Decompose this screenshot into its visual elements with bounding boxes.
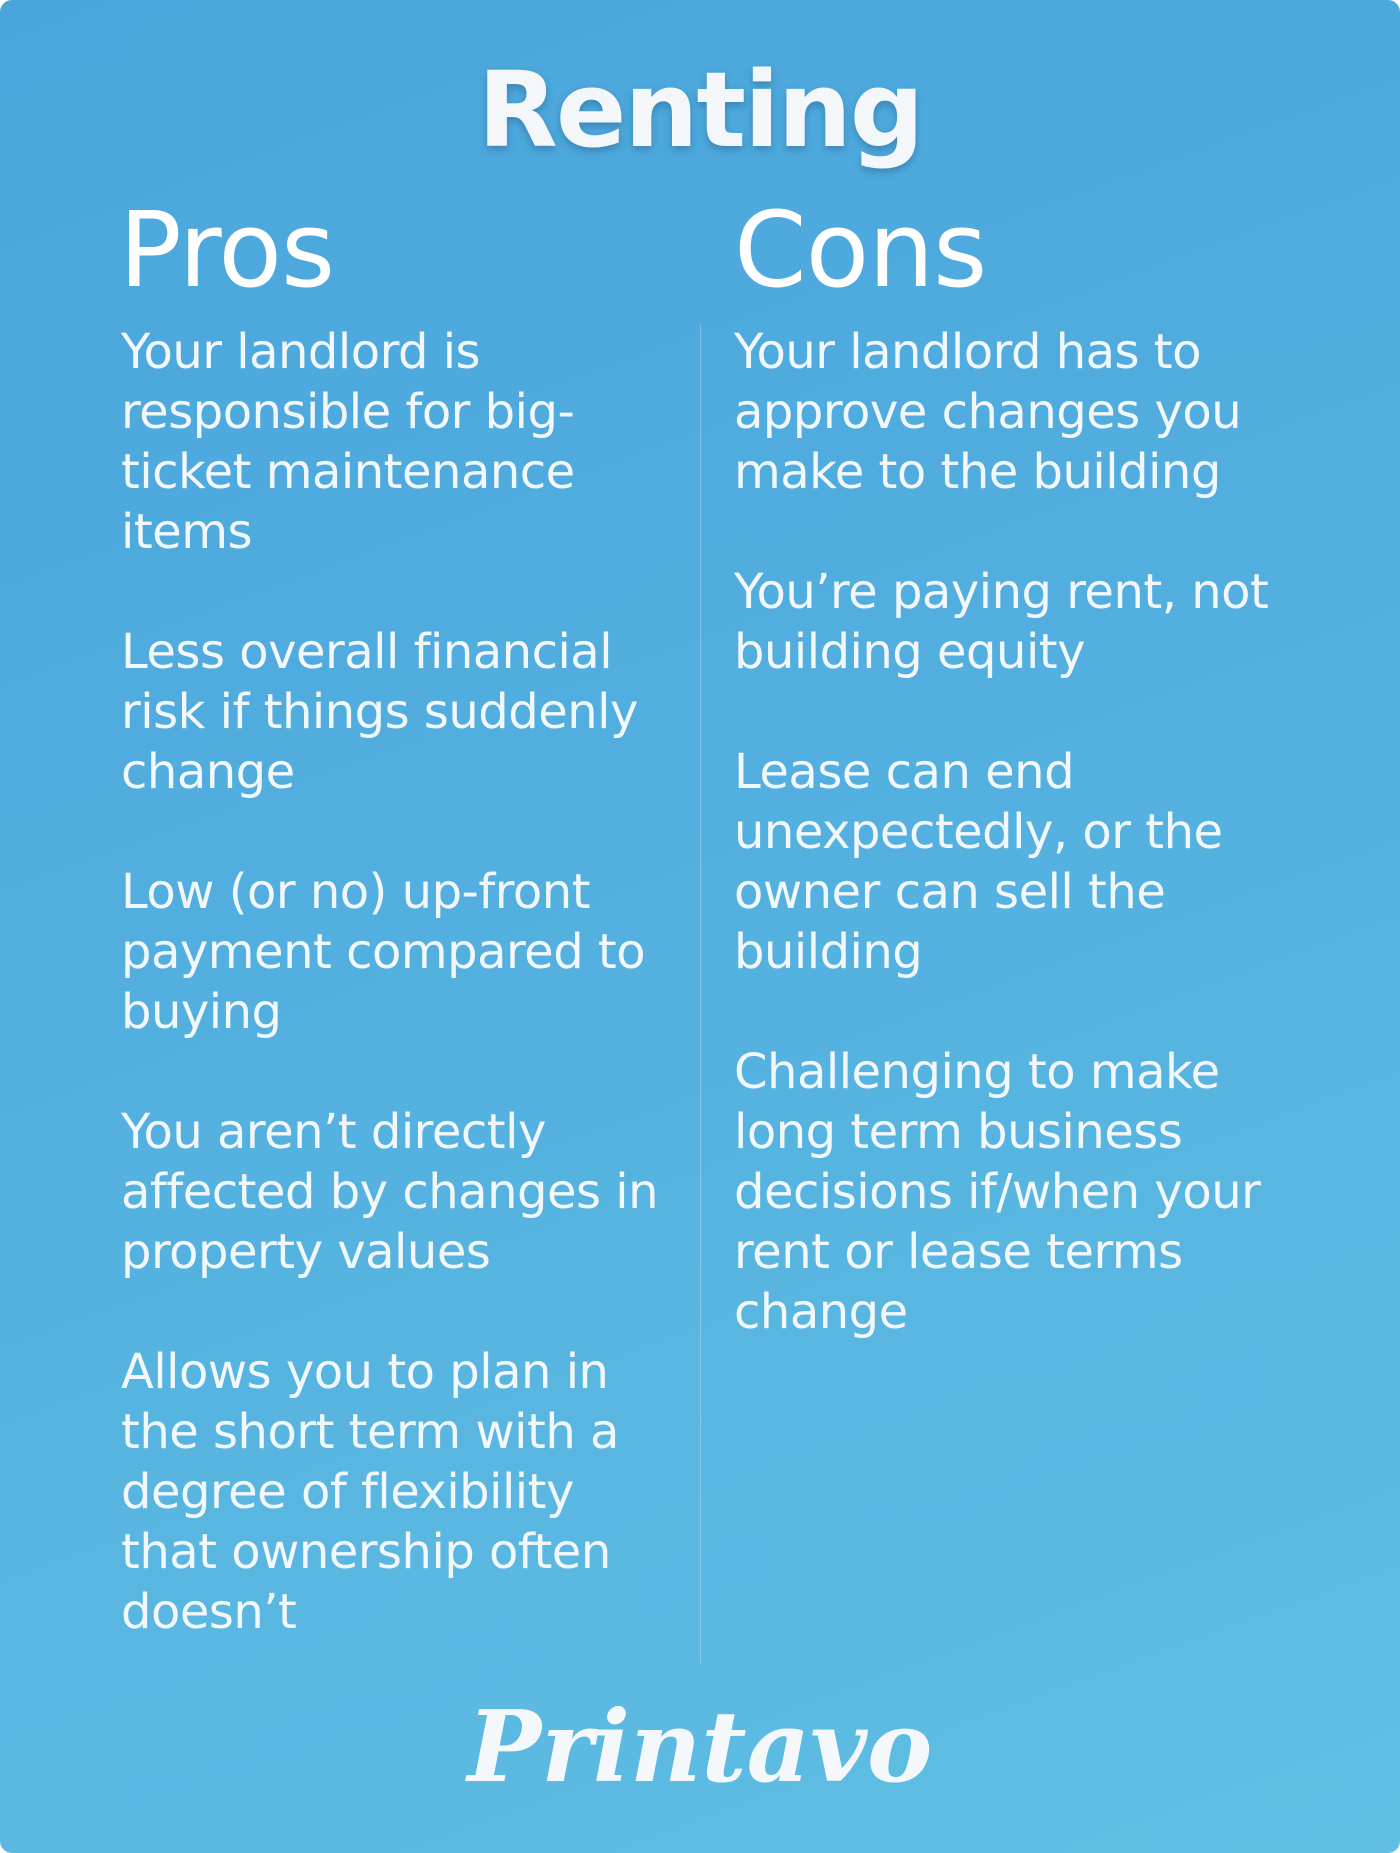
pros-item: Your landlord is responsible for big-ticket maintenance items: [121, 324, 575, 560]
column-divider: [700, 325, 701, 1663]
pros-list: [121, 322, 681, 1702]
cons-item: Lease can end unexpectedly, or the owner can sell the building: [734, 744, 1223, 980]
page-title: Renting: [477, 49, 923, 171]
cons-item: Challenging to make long term business decisions if/when your rent or lease terms change: [734, 1044, 1261, 1340]
pros-item: Allows you to plan in the short term with a degree of flexibility that ownership often doesn’t: [121, 1344, 619, 1640]
pros-item: Low (or no) up-front payment compared to buying: [121, 864, 646, 1040]
cons-item: You’re paying rent, not building equity: [734, 564, 1269, 680]
pros-item: Less overall financial risk if things suddenly change: [121, 624, 638, 800]
cons-heading: Cons: [734, 189, 987, 311]
printavo-logo: Printavo: [467, 1690, 933, 1805]
cons-item: Your landlord has to approve changes you make to the building: [734, 324, 1242, 500]
cons-list: [734, 322, 1294, 1402]
pros-item: You aren’t directly affected by changes in property values: [121, 1104, 659, 1280]
pros-heading: Pros: [119, 189, 335, 311]
